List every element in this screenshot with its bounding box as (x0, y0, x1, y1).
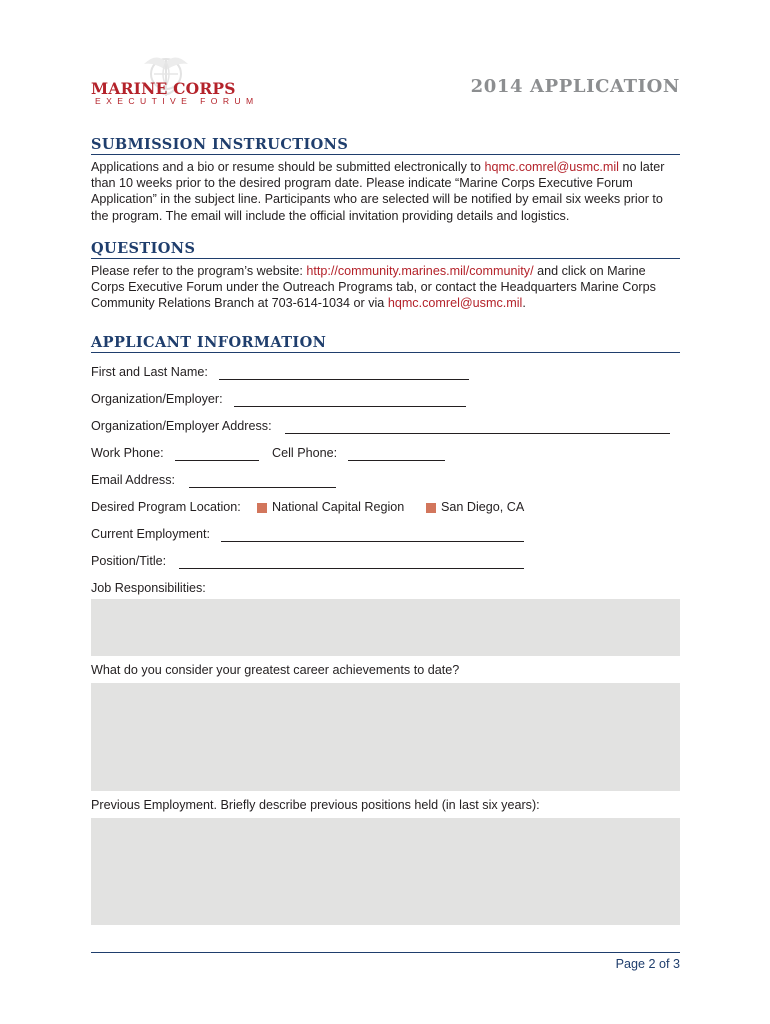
national-capital-region-label: National Capital Region (272, 500, 405, 514)
submission-paragraph (91, 159, 681, 224)
responsibilities-textarea[interactable] (91, 599, 680, 656)
san-diego-label: San Diego, CA (441, 500, 525, 514)
current-employment-field[interactable] (221, 541, 524, 542)
work-phone-label: Work Phone: (91, 446, 164, 460)
email-label: Email Address: (91, 473, 175, 487)
name-label: First and Last Name: (91, 365, 208, 379)
questions-text-2: and click on Marine Corps Executive Forum under the Outreach Programs tab, or contact the Headquarters Marine Corps Community Relations Branch at 703-614-1034 or via (91, 264, 656, 311)
org-address-label: Organization/Employer Address: (91, 419, 272, 433)
questions-rule (91, 258, 680, 259)
website-link[interactable]: http://community.marines.mil/community/ (306, 264, 534, 278)
email-field[interactable] (189, 487, 336, 488)
previous-employment-label: Previous Employment. Briefly describe previous positions held (in last six years): (91, 798, 540, 812)
questions-paragraph (91, 263, 681, 312)
cell-phone-field[interactable] (348, 460, 445, 461)
footer-rule (91, 952, 680, 953)
achievements-label: What do you consider your greatest career achievements to date? (91, 663, 460, 677)
questions-email-link[interactable]: hqmc.comrel@usmc.mil (387, 296, 523, 311)
submission-heading: SUBMISSION INSTRUCTIONS (91, 136, 349, 153)
san-diego-checkbox[interactable] (426, 503, 436, 513)
organization-label: Organization/Employer: (91, 392, 223, 406)
submission-email-link[interactable]: hqmc.comrel@usmc.mil (484, 160, 619, 174)
logo-subtitle: EXECUTIVE FORUM (95, 96, 259, 106)
position-label: Position/Title: (91, 554, 167, 568)
org-address-field[interactable] (285, 433, 670, 434)
cell-phone-label: Cell Phone: (272, 446, 338, 460)
submission-text-2: no later than 10 weeks prior to the desired program date. Please indicate “Marine Corps Executive Forum Application” in the subject line. Participants who are selected will be notified by email six weeks prior to the program. The email will include the official invitation providing details and logistics. (91, 160, 665, 223)
page-number: Page 2 of 3 (615, 957, 680, 971)
national-capital-region-checkbox[interactable] (257, 503, 267, 513)
page-title: 2014 APPLICATION (470, 76, 680, 97)
name-field[interactable] (219, 379, 469, 380)
location-label: Desired Program Location: (91, 500, 241, 514)
position-field[interactable] (179, 568, 524, 569)
submission-text-1: Applications and a bio or resume should be submitted electronically to (91, 160, 485, 174)
work-phone-field[interactable] (175, 460, 259, 461)
submission-rule (91, 154, 680, 155)
organization-field[interactable] (234, 406, 466, 407)
current-employment-label: Current Employment: (91, 527, 210, 541)
questions-text-3: . (522, 296, 526, 311)
previous-employment-textarea[interactable] (91, 818, 680, 925)
applicant-heading: APPLICANT INFORMATION (91, 334, 327, 351)
questions-heading: QUESTIONS (91, 240, 196, 257)
responsibilities-label: Job Responsibilities: (91, 581, 206, 595)
questions-text-1: Please refer to the program’s website: (91, 264, 307, 278)
applicant-rule (91, 352, 680, 353)
achievements-textarea[interactable] (91, 683, 680, 791)
logo-title: MARINE CORPS (91, 79, 236, 98)
